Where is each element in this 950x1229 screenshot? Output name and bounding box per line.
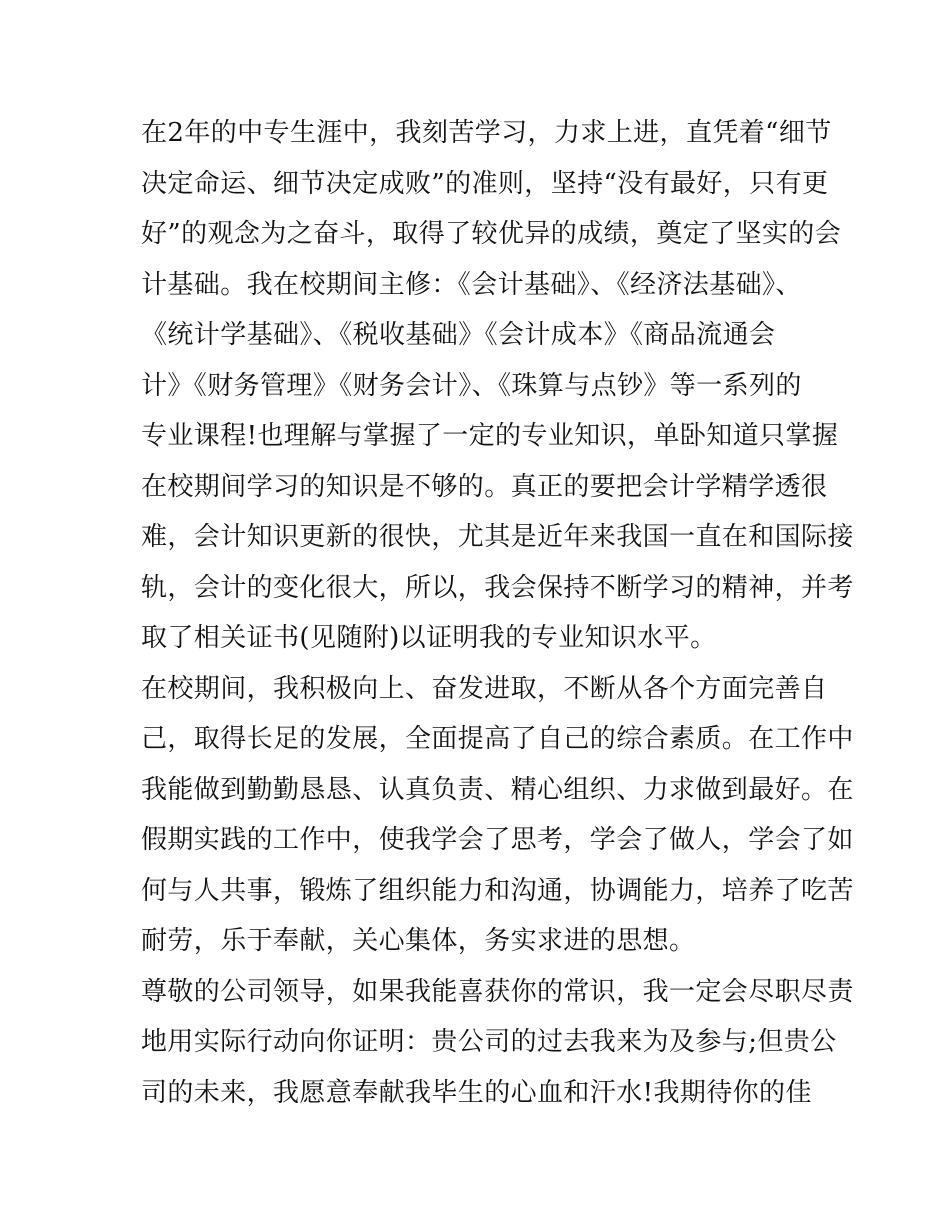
text-line: 《统计学基础》、《税收基础》《会计成本》《商品流通会 bbox=[141, 320, 776, 350]
paragraph-2 bbox=[141, 664, 854, 967]
text-line: 己，取得长足的发展，全面提高了自己的综合素质。在工作中 bbox=[141, 724, 854, 754]
paragraph-1 bbox=[141, 108, 854, 664]
text-line: 难，会计知识更新的很快，尤其是近年来我国一直在和国际接 bbox=[141, 522, 854, 552]
text-line: 在校期间，我积极向上、奋发进取，不断从各个方面完善自 bbox=[141, 673, 828, 704]
text-line: 我能做到勤勤恳恳、认真负责、精心组织、力求做到最好。在 bbox=[141, 774, 854, 805]
text-line: 尊敬的公司领导，如果我能喜获你的常识，我一定会尽职尽责 bbox=[141, 976, 854, 1007]
text-line: 取了相关证书(见随附)以证明我的专业知识水平。 bbox=[141, 623, 717, 653]
text-line: 专业课程!也理解与掌握了一定的专业知识，单卧知道只掌握 bbox=[141, 421, 839, 451]
text-line: 轨，会计的变化很大，所以，我会保持不断学习的精神，并考 bbox=[141, 572, 854, 603]
text-line: 地用实际行动向你证明：贵公司的过去我来为及参与;但贵公 bbox=[141, 1027, 837, 1057]
text-line: 好”的观念为之奋斗，取得了较优异的成绩，奠定了坚实的会 bbox=[141, 219, 842, 249]
document-body bbox=[141, 108, 854, 1118]
text-line: 计基础。我在校期间主修：《会计基础》、《经济法基础》、 bbox=[141, 269, 802, 300]
text-line: 耐劳，乐于奉献，关心集体，务实求进的思想。 bbox=[141, 926, 696, 956]
text-line: 假期实践的工作中，使我学会了思考，学会了做人，学会了如 bbox=[141, 825, 854, 855]
paragraph-3 bbox=[141, 967, 854, 1119]
text-line: 何与人共事，锻炼了组织能力和沟通，协调能力，培养了吃苦 bbox=[141, 875, 854, 906]
text-line: 计》《财务管理》《财务会计》、《珠算与点钞》等一系列的 bbox=[141, 370, 802, 401]
text-line: 司的未来，我愿意奉献我毕生的心血和汗水!我期待你的佳 bbox=[141, 1077, 812, 1108]
text-line: 在校期间学习的知识是不够的。真正的要把会计学精学透很 bbox=[141, 471, 828, 502]
text-line: 决定命运、细节决定成败”的准则，坚持“没有最好，只有更 bbox=[141, 168, 829, 199]
text-line: 在2年的中专生涯中，我刻苦学习，力求上进，直凭着“细节 bbox=[141, 118, 832, 148]
